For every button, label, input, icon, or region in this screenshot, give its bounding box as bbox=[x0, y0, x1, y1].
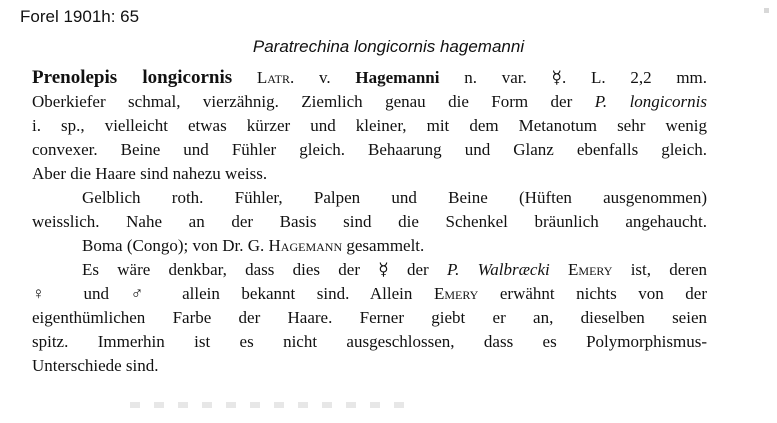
collector-name: Hagemann bbox=[268, 236, 343, 255]
author: Latr. bbox=[256, 68, 295, 87]
text-line-3: i. sp., vielleicht etwas kürzer und kleiner, mit dem Metanotum sehr wenig bbox=[32, 116, 707, 135]
text-line-5: Aber die Haare sind nahezu weiss. bbox=[32, 164, 268, 183]
text-line-2: Oberkiefer schmal, vierzähnig. Ziemlich genau die Form der P. longicornis bbox=[32, 92, 708, 111]
variety-details: n. var. ☿. L. 2,2 mm. bbox=[464, 68, 708, 87]
cut-off-next-line bbox=[130, 402, 410, 408]
text-line-7: weisslich. Nahe an der Basis sind die Schenkel bräunlich angehaucht. bbox=[32, 212, 707, 231]
variety-marker: v. bbox=[318, 68, 331, 87]
page-reference: Forel 1901h: 65 bbox=[20, 7, 140, 26]
text-line-11: eigenthümlichen Farbe der Haare. Ferner giebt er an, dieselben seien bbox=[32, 308, 707, 327]
text-line-10: ♀ und ♂ allein bekannt sind. Allein Emery erwähnt nichts von der bbox=[32, 284, 708, 303]
scan-artifact bbox=[764, 8, 769, 13]
text-line-13: Unterschiede sind. bbox=[32, 356, 159, 375]
text-line-9: Es wäre denkbar, dass dies der ☿ der P. Walbræcki Emery ist, deren bbox=[82, 260, 708, 279]
text-line-4: convexer. Beine und Fühler gleich. Behaarung und Glanz ebenfalls gleich. bbox=[32, 140, 707, 159]
species-name: Prenolepis longicornis bbox=[32, 67, 233, 88]
text-line-1 bbox=[32, 66, 707, 90]
text-line-8: Boma (Congo); von Dr. G. Hagemann gesammelt. bbox=[82, 236, 425, 255]
text-line-6: Gelblich roth. Fühler, Palpen und Beine (Hüften ausgenommen) bbox=[82, 188, 707, 207]
taxon-name: Paratrechina longicornis hagemanni bbox=[252, 37, 525, 56]
variety-name: Hagemanni bbox=[355, 68, 440, 87]
text-line-12: spitz. Immerhin ist es nicht ausgeschlossen, dass es Polymorphismus- bbox=[32, 332, 707, 351]
